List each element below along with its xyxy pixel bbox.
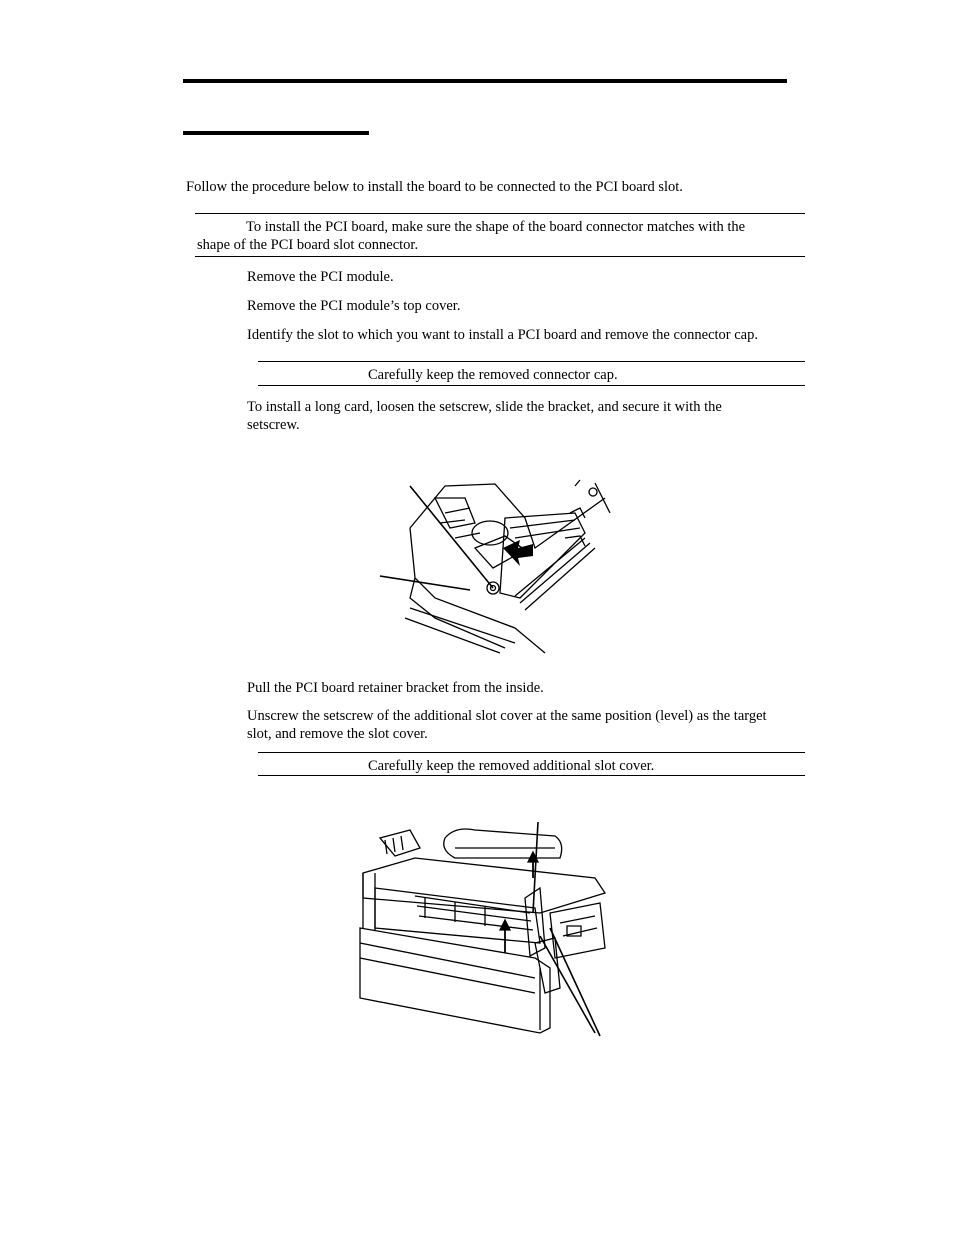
bracket-slide-illustration [375,478,615,658]
intro-text: Follow the procedure below to install the board to be connected to the PCI board slot. [186,179,683,195]
important-note [195,213,805,257]
tip-box-2 [258,752,805,776]
step-5: Pull the PCI board retainer bracket from the inside. [247,680,544,696]
important-note-line-1: To install the PCI board, make sure the shape of the board connector matches with the [246,219,746,235]
step-1: Remove the PCI module. [247,269,394,285]
tip-2-text: Carefully keep the removed additional slot cover. [368,758,655,774]
section-rule [183,131,369,135]
step-3: Identify the slot to which you want to install a PCI board and remove the connector cap. [247,327,758,343]
slot-cover-removal-illustration [355,818,615,1043]
tip-1-text: Carefully keep the removed connector cap. [368,367,618,383]
step-2: Remove the PCI module’s top cover. [247,298,461,314]
step-6-line-1: Unscrew the setscrew of the additional slot cover at the same position (level) as the target [247,708,767,724]
step-6-line-2: slot, and remove the slot cover. [247,726,428,742]
step-4-line-1: To install a long card, loosen the setscrew, slide the bracket, and secure it with the [247,399,722,415]
tip-box-1 [258,361,805,386]
top-rule [183,79,787,83]
important-note-line-2: shape of the PCI board slot connector. [197,237,419,253]
step-4-line-2: setscrew. [247,417,300,433]
